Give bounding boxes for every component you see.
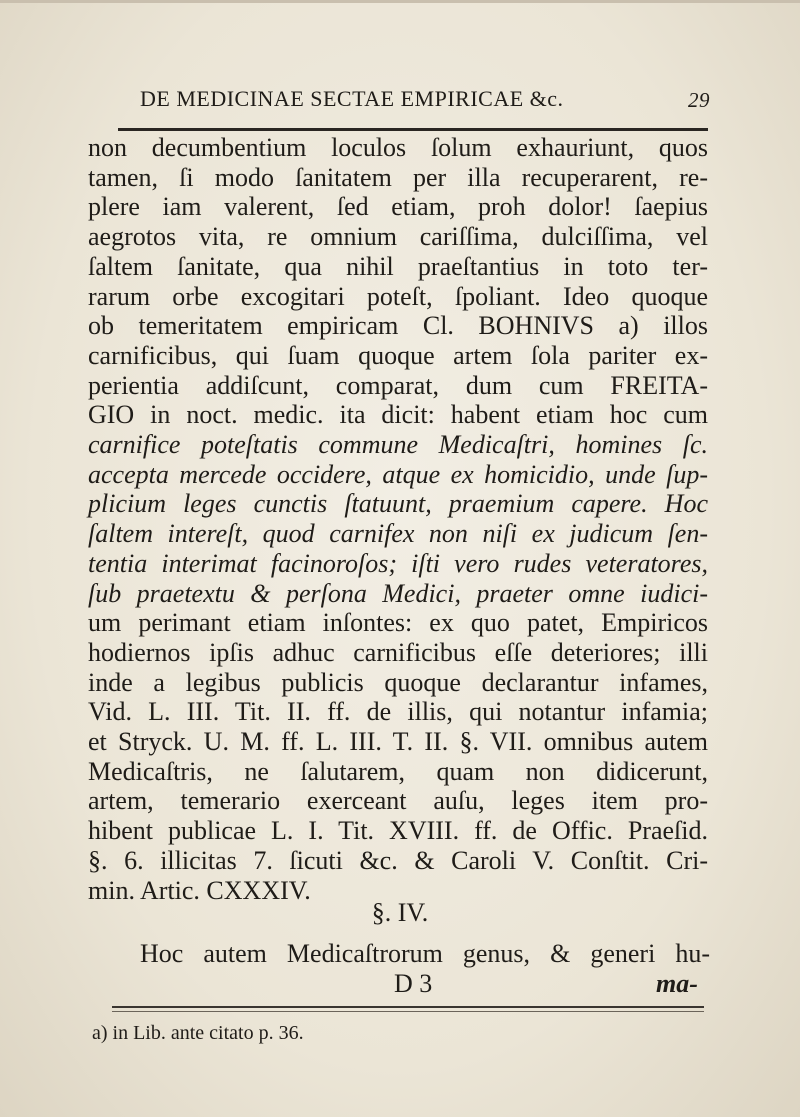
text-line: rarum orbe excogitari poteſt, ſpoliant. Ideo quoque — [88, 281, 708, 311]
catchword: ma- — [656, 969, 698, 998]
text-line: carnificibus, qui ſuam quoque artem ſola pariter ex- — [88, 340, 708, 370]
header-rule — [118, 128, 708, 131]
footnote-rule-thin — [112, 1011, 704, 1012]
text-line: Vid. L. III. Tit. II. ff. de illis, qui notantur infamia; — [88, 697, 708, 727]
text-line: plere iam valerent, ſed etiam, proh dolor! ſaepius — [88, 192, 708, 222]
page-number: 29 — [688, 88, 710, 112]
running-title: DE MEDICINAE SECTAE EMPIRICAE &c. — [140, 86, 564, 111]
text-line: inde a legibus publicis quoque declarantur infames, — [88, 667, 708, 697]
text-line: Hoc autem Medicaſtrorum genus, & generi hu- — [140, 939, 710, 968]
text-line-italic: plicium leges cunctis ſtatuunt, praemium capere. Hoc — [88, 489, 708, 519]
main-paragraph — [88, 133, 708, 905]
next-paragraph — [140, 939, 710, 969]
running-header — [140, 86, 710, 118]
text-line-italic: ſaltem intereſt, quod carnifex non niſi ex judicum ſen- — [88, 519, 708, 549]
text-line: §. 6. illicitas 7. ſicuti &c. & Caroli V. Conſtit. Cri- — [88, 845, 708, 875]
text-line: hodiernos ipſis adhuc carnificibus eſſe deteriores; illi — [88, 637, 708, 667]
text-line: hibent publicae L. I. Tit. XVIII. ff. de Offic. Praeſid. — [88, 816, 708, 846]
top-edge — [0, 0, 800, 3]
text-line: et Stryck. U. M. ff. L. III. T. II. §. VII. omnibus autem — [88, 727, 708, 757]
signature-mark: D 3 — [394, 969, 433, 998]
text-line: ob temeritatem empiricam Cl. BOHNIVS a) illos — [88, 311, 708, 341]
text-line: GIO in noct. medic. ita dicit: habent etiam hoc cum — [88, 400, 708, 430]
text-line: tamen, ſi modo ſanitatem per illa recuperarent, re- — [88, 162, 708, 192]
text-line: aegrotos vita, re omnium cariſſima, dulciſſima, vel — [88, 222, 708, 252]
text-line-last: min. Artic. CXXXIV. — [88, 875, 311, 905]
text-line: artem, temerario exerceant auſu, leges item pro- — [88, 786, 708, 816]
text-line-italic: carnifice poteſtatis commune Medicaſtri, homines ſc. — [88, 430, 708, 460]
text-line: Medicaſtris, ne ſalutarem, quam non didicerunt, — [88, 756, 708, 786]
text-line: perientia addiſcunt, comparat, dum cum FREITA- — [88, 370, 708, 400]
text-line: um perimant etiam inſontes: ex quo patet, Empiricos — [88, 608, 708, 638]
section-heading: §. IV. — [371, 898, 429, 927]
footnote: a) in Lib. ante citato p. 36. — [92, 1022, 304, 1044]
text-line-italic: accepta mercede occidere, atque ex homicidio, unde ſup- — [88, 459, 708, 489]
text-line-italic: tentia interimat facinoroſos; iſti vero rudes veteratores, — [88, 548, 708, 578]
text-line: non decumbentium loculos ſolum exhauriunt, quos — [88, 133, 708, 162]
text-line-italic: ſub praetextu & perſona Medici, praeter omne iudici- — [88, 578, 708, 608]
text-line: ſaltem ſanitate, qua nihil praeſtantius in toto ter- — [88, 251, 708, 281]
footnote-rule — [112, 1006, 704, 1008]
